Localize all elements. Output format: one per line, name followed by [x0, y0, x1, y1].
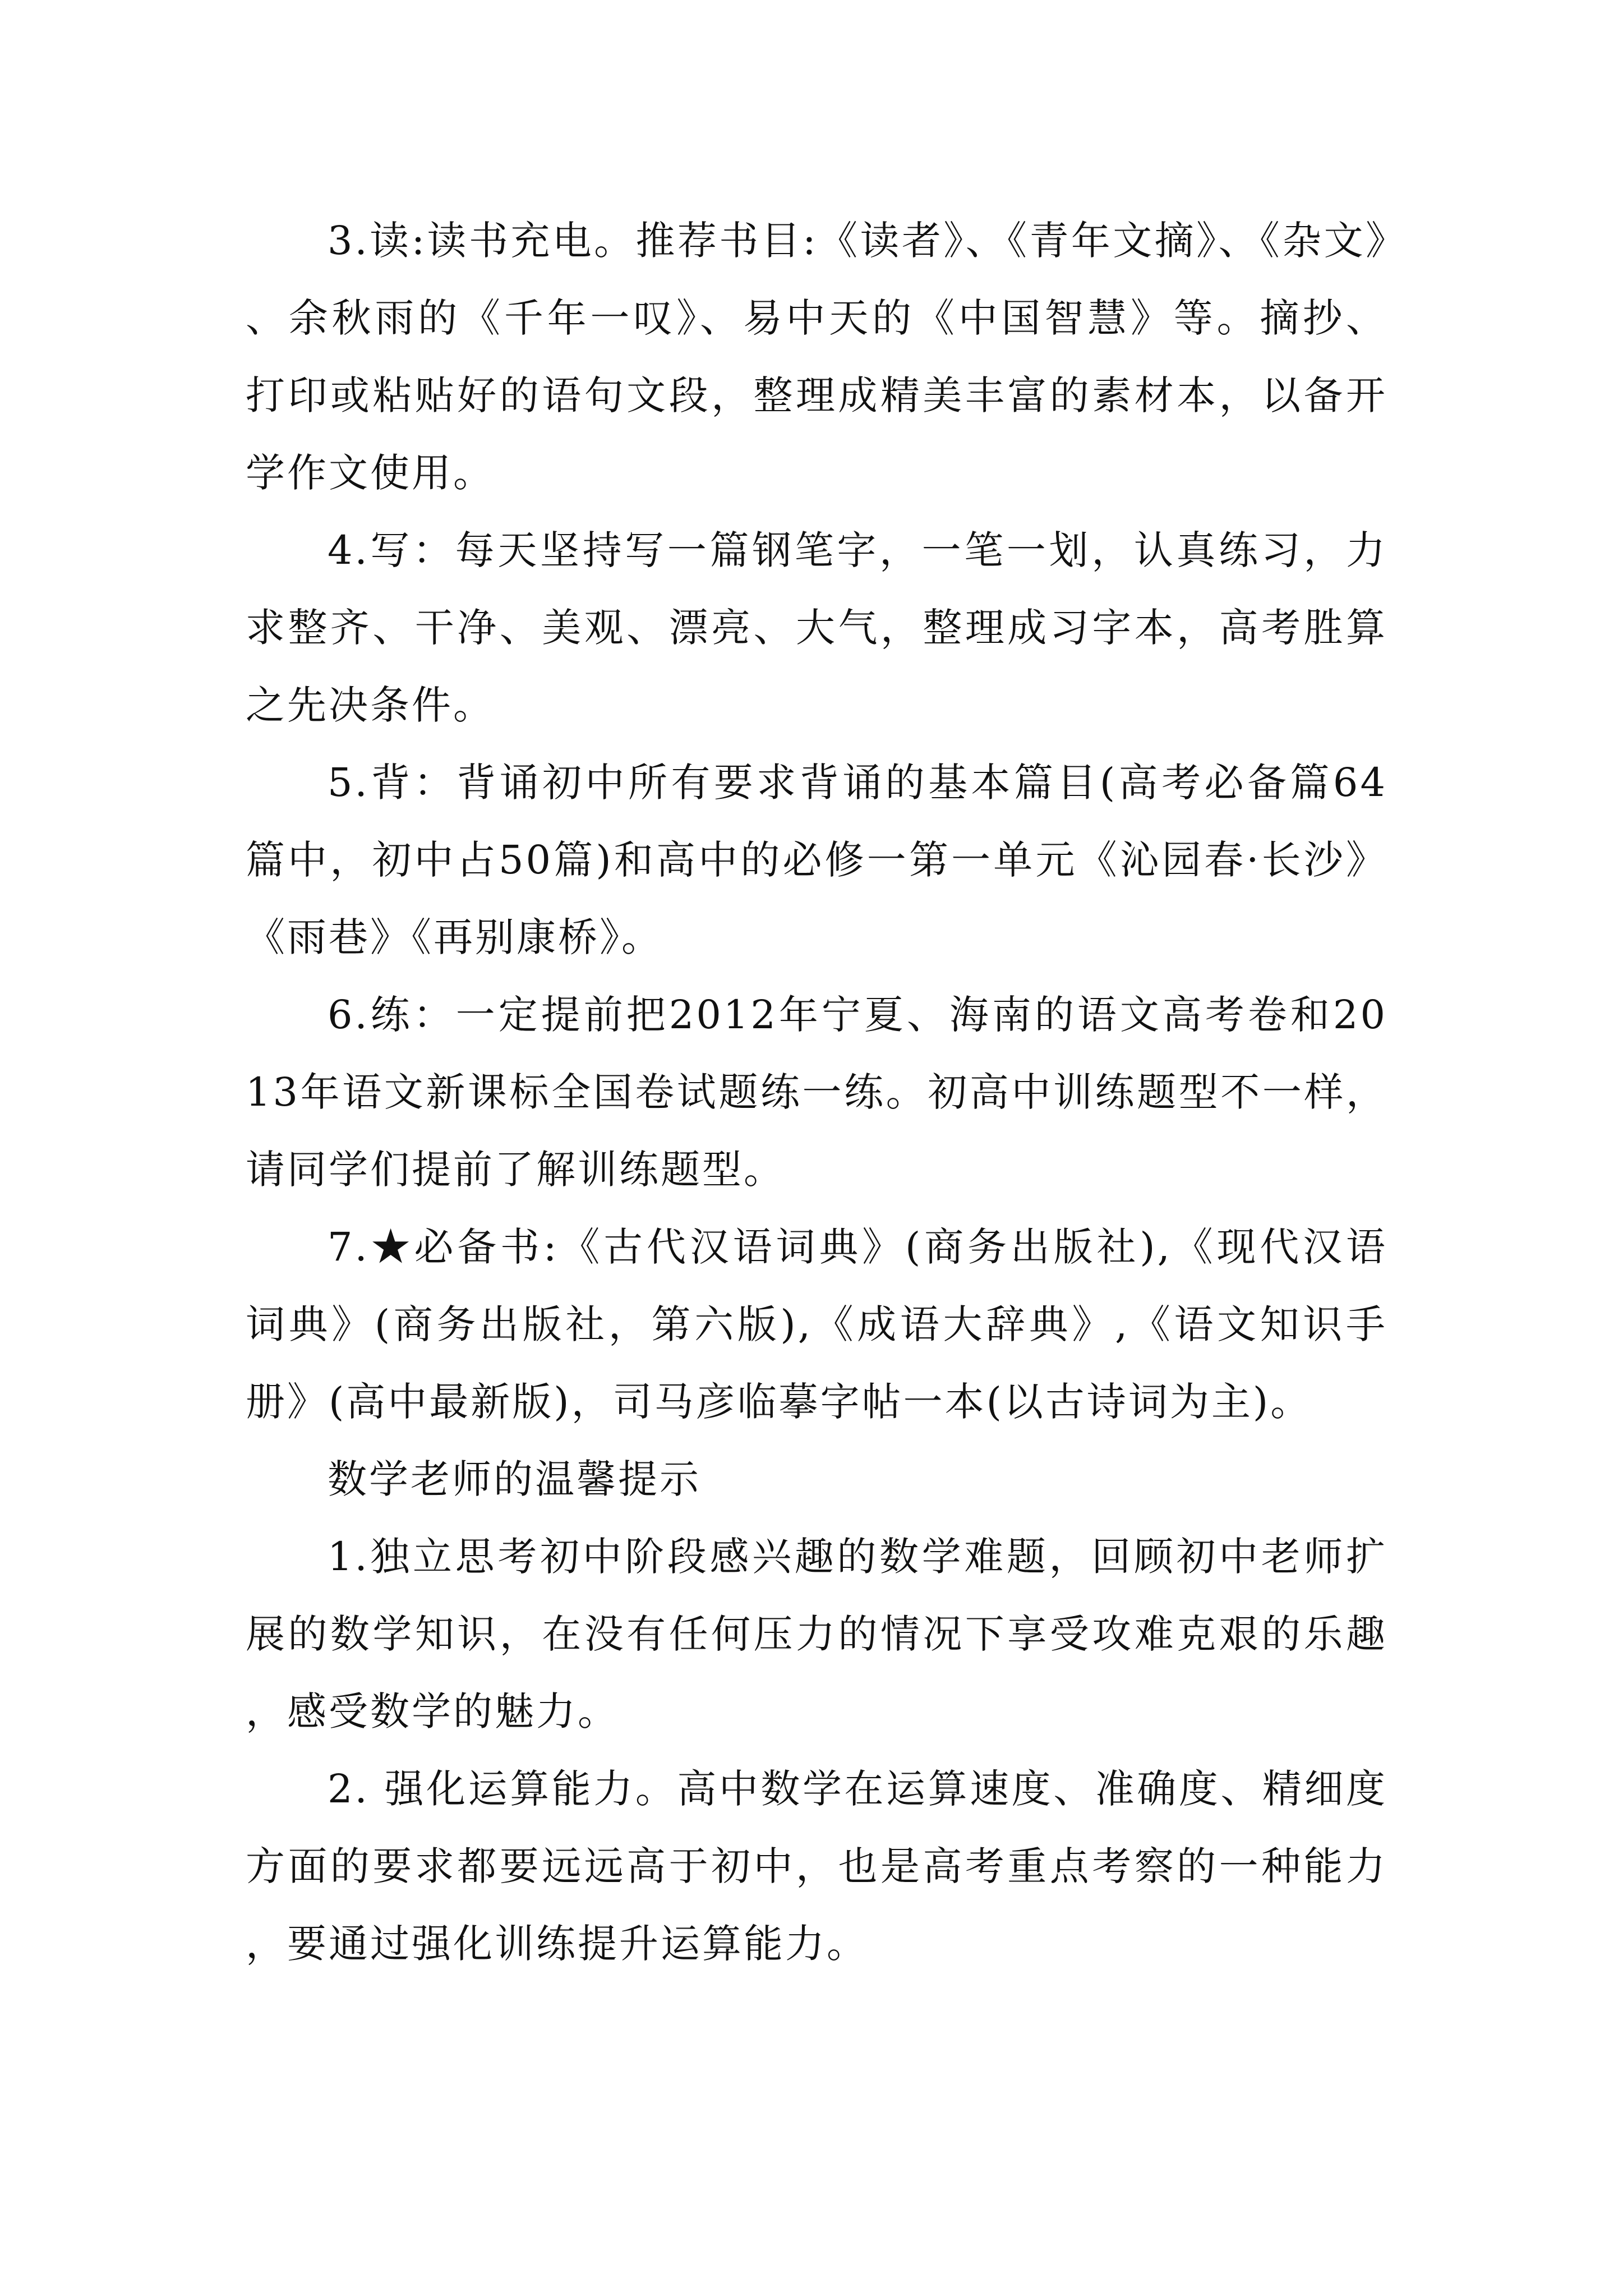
paragraph-recite: 5.背：背诵初中所有要求背诵的基本篇目(高考必备篇64篇中，初中占50篇)和高中的必修一第一单元《沁园春·长沙》《雨巷》《再别康桥》。: [246, 760, 1387, 960]
paragraph-required-books: 7.★必备书:《古代汉语词典》(商务出版社),《现代汉语词典》(商务出版社，第六版),《成语大辞典》,《语文知识手册》(高中最新版)，司马彦临摹字帖一本(以古诗词为主)。: [246, 1224, 1387, 1425]
paragraph-practice: 6.练：一定提前把2012年宁夏、海南的语文高考卷和2013年语文新课标全国卷试题练一练。初高中训练题型不一样，请同学们提前了解训练题型。: [246, 992, 1387, 1193]
paragraph-read: 3.读:读书充电。推荐书目:《读者》、《青年文摘》、《杂文》、余秋雨的《千年一叹》、易中天的《中国智慧》等。摘抄、打印或粘贴好的语句文段，整理成精美丰富的素材本，以备开学作文使用。: [246, 218, 1387, 496]
paragraph-write: 4.写：每天坚持写一篇钢笔字，一笔一划，认真练习，力求整齐、干净、美观、漂亮、大气，整理成习字本，高考胜算之先决条件。: [246, 527, 1387, 728]
math-paragraph-1: 1.独立思考初中阶段感兴趣的数学难题，回顾初中老师扩展的数学知识，在没有任何压力的情况下享受攻难克艰的乐趣，感受数学的魅力。: [246, 1534, 1387, 1734]
math-heading: 数学老师的温馨提示: [328, 1456, 701, 1502]
math-paragraph-2: 2. 强化运算能力。高中数学在运算速度、准确度、精细度方面的要求都要远远高于初中，也是高考重点考察的一种能力，要通过强化训练提升运算能力。: [246, 1766, 1387, 1967]
document-body: [246, 202, 1387, 1982]
